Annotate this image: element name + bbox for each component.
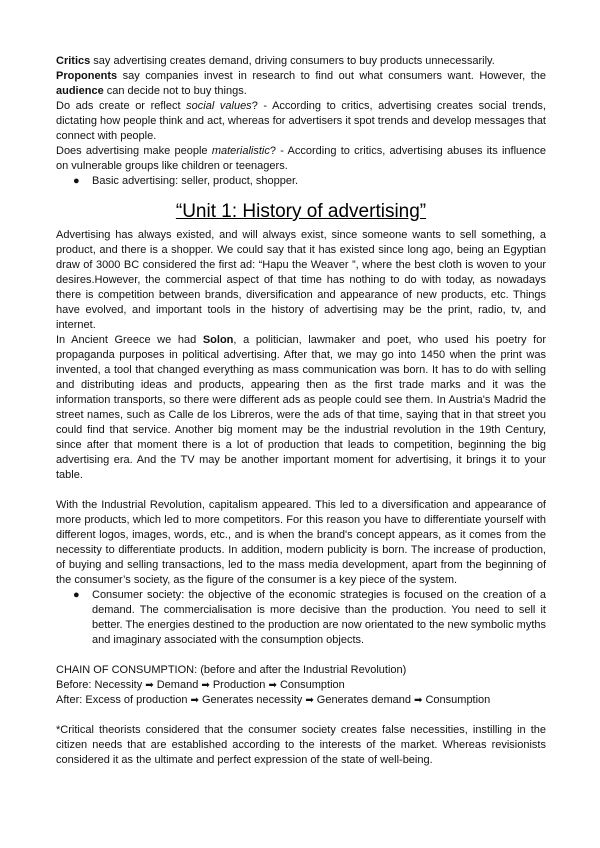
paragraph-spacer bbox=[56, 483, 546, 498]
intro-critics: Critics say advertising creates demand, driving consumers to buy products unnecessarily. bbox=[56, 55, 495, 67]
page-title: “Unit 1: History of advertising” bbox=[175, 201, 427, 222]
bullet-icon: ● bbox=[73, 175, 80, 187]
body-paragraph-1: Advertising has always existed, and will always exist, since someone wants to sell something, a product, and there is a shopper. We could say that it has existed since long ago, being an Egyptian draw of 3000 BC considered the first ad: “Hapu the Weaver ”, where the best cloth is woven to your desires.However, the commercial aspect of that time has nothing to do with today, as nowadays there is competition between brands, diversification and appearance of new products, etc. Things have evolved, and important tools in the history of advertising may be the print, radio, tv, and internet. bbox=[56, 229, 546, 331]
chain-before: Before: Necessity ➡ Demand ➡ Production ➡ Consumption bbox=[56, 679, 345, 691]
arrow-right-icon: ➡ bbox=[305, 695, 314, 706]
intro-social-values: Do ads create or reflect social values? - According to critics, advertising creates social trends, dictating how people think and act, whereas for advertisers it spot trends and develop messages that connect with people. bbox=[56, 100, 546, 142]
intro-materialistic: Does advertising make people materialistic? - According to critics, advertising abuses its influence on vulnerable groups like children or teenagers. bbox=[56, 145, 547, 172]
body-paragraph-3: With the Industrial Revolution, capitalism appeared. This led to a diversification and appearance of more products, which led to more competitors. For this reason you have to differentiate yourself with different logos, images, words, etc., and is when the brand's concept appears, as it comes from the necessity to differentiate products. In addition, modern publicity is born. The increase of production, of buying and selling transactions, led to the mass media development, apart from the beginning of the consumer’s society, as the figure of the consumer is a key piece of the system. bbox=[56, 499, 546, 586]
footnote: *Critical theorists considered that the consumer society creates false necessities, instilling in the citizen needs that are established according to the interests of the market. Whereas revisionists considered it as the ultimate and perfect expression of the state of well-being. bbox=[56, 724, 546, 766]
chain-after: After: Excess of production ➡ Generates necessity ➡ Generates demand ➡ Consumption bbox=[56, 694, 491, 706]
intro-bullet-list bbox=[56, 174, 546, 189]
chain-heading: CHAIN OF CONSUMPTION: (before and after the Industrial Revolution) bbox=[56, 664, 407, 676]
paragraph-spacer bbox=[56, 648, 546, 663]
paragraph-spacer bbox=[56, 708, 546, 723]
arrow-right-icon: ➡ bbox=[414, 695, 423, 706]
arrow-right-icon: ➡ bbox=[201, 680, 210, 691]
arrow-right-icon: ➡ bbox=[190, 695, 199, 706]
arrow-right-icon: ➡ bbox=[145, 680, 154, 691]
list-item: ● Basic advertising: seller, product, shopper. bbox=[73, 175, 299, 187]
intro-proponents: Proponents say companies invest in research to find out what consumers want. However, the audience can decide not to buy things. bbox=[56, 70, 546, 97]
body-bullet-list bbox=[56, 588, 546, 648]
page-content bbox=[56, 54, 546, 768]
bullet-icon: ● bbox=[73, 589, 80, 601]
body-paragraph-2: In Ancient Greece we had Solon, a politician, lawmaker and poet, who used his poetry for propaganda purposes in political advertising. After that, we may go into 1450 when the print was invented, a tool that changed everything as mass communication was born. It has to do with selling and distributing ideas and products, appearing then as the first trade marks and it was the information transports, so there were different ads as people could see them. In Austria's Madrid the street names, such as Calle de los Libreros, were the ads of that time, saying that in that street you could find that service. Another big moment may be the industrial revolution in the 19th Century, since after that moment there is a lot of production that leads to competition, beginning the big advertising era. And the TV may be another important moment for advertising, it brings it to your table. bbox=[56, 334, 547, 481]
arrow-right-icon: ➡ bbox=[268, 680, 277, 691]
list-item: ● Consumer society: the objective of the economic strategies is focused on the creation of a demand. The commercialisation is more decisive than the production. You need to sell it better. The energies destined to the production are now orientated to the new symbolic myths and imaginary associated with the consumption objects. bbox=[73, 589, 546, 646]
